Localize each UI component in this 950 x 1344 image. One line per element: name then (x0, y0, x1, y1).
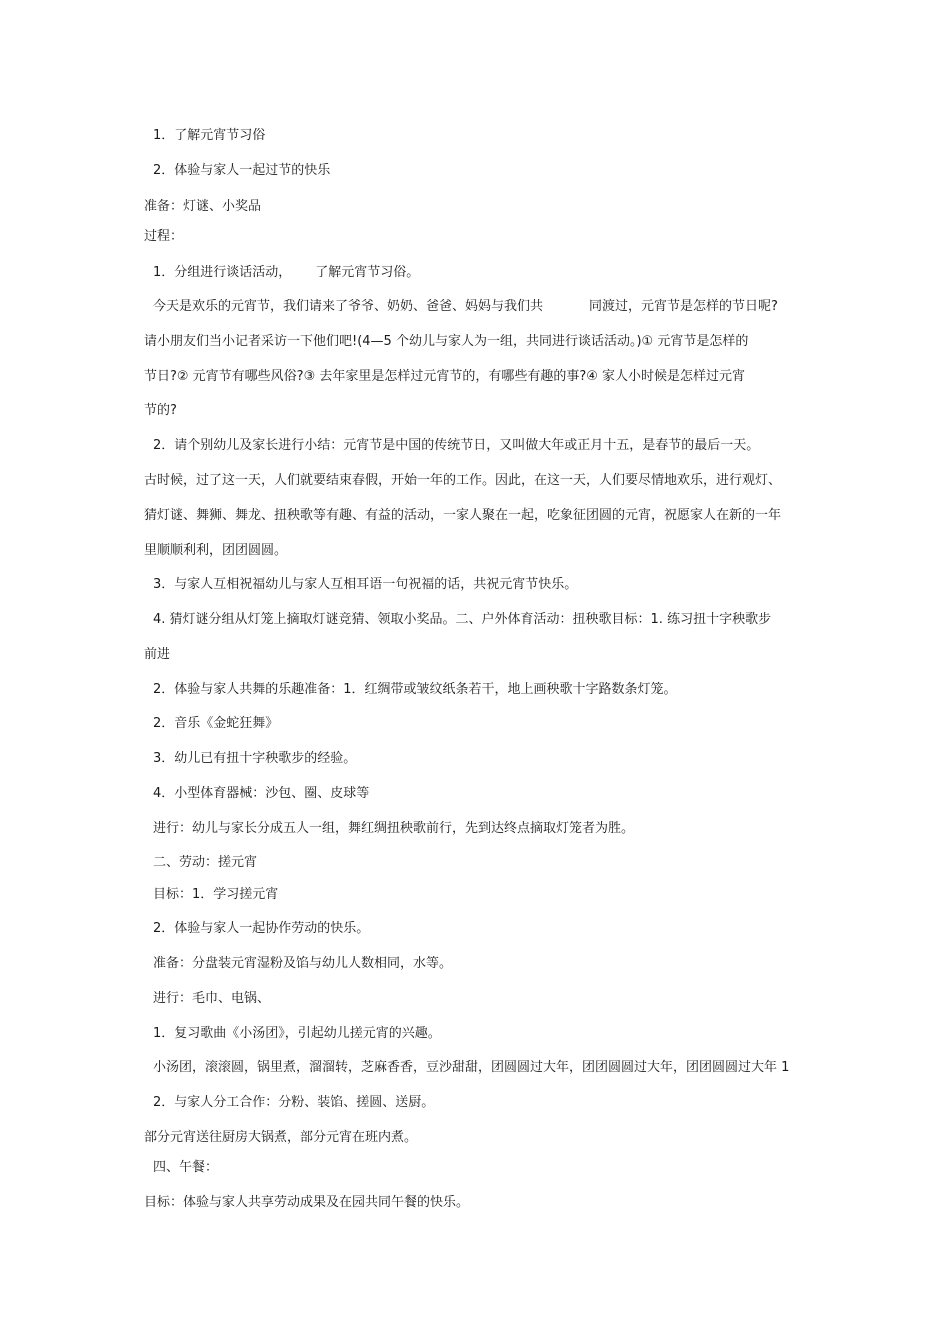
text-line: 进行：毛巾、电锅、 (153, 991, 271, 1006)
text-line: 2．请个别幼儿及家长进行小结：元宵节是中国的传统节日，又叫做大年或正月十五，是春节的最后一天。 (153, 438, 760, 453)
text-line (153, 299, 778, 315)
text-line: 节日?② 元宵节有哪些风俗?③ 去年家里是怎样过元宵节的，有哪些有趣的事?④ 家人小时候是怎样过元宵 (144, 369, 746, 384)
text-line: 3．与家人互相祝福幼儿与家人互相耳语一句祝福的话，共祝元宵节快乐。 (153, 577, 578, 592)
text-line: 准备：灯谜、小奖品 (144, 199, 262, 214)
text-line: 1．复习歌曲《小汤团》，引起幼儿搓元宵的兴趣。 (153, 1026, 441, 1041)
text-segment: 今天是欢乐的元宵节，我们请来了爷爷、奶奶、爸爸、妈妈与我们共 (153, 299, 544, 314)
text-line: 目标：体验与家人共享劳动成果及在园共同午餐的快乐。 (144, 1195, 470, 1210)
text-segment: 1．分组进行谈话活动， (153, 265, 292, 280)
text-segment: 了解元宵节习俗。 (315, 265, 420, 280)
text-line: 部分元宵送往厨房大锅煮，部分元宵在班内煮。 (144, 1130, 418, 1145)
text-segment: 同渡过，元宵节是怎样的节日呢? (589, 299, 778, 314)
text-line: 1．了解元宵节习俗 (153, 128, 266, 143)
text-line: 古时候，过了这一天，人们就要结束春假，开始一年的工作。因此，在这一天，人们要尽情地欢乐，进行观灯、 (144, 473, 782, 488)
text-line: 2．与家人分工合作：分粉、装馅、搓圆、送厨。 (153, 1095, 435, 1110)
text-line: 4．小型体育器械：沙包、圈、皮球等 (153, 786, 370, 801)
text-line: 二、劳动：搓元宵 (153, 855, 258, 870)
text-line: 进行：幼儿与家长分成五人一组，舞红绸扭秧歌前行，先到达终点摘取灯笼者为胜。 (153, 821, 635, 836)
text-line: 过程： (144, 229, 184, 244)
text-line: 里顺顺利利，团团圆圆。 (144, 543, 288, 558)
text-line: 小汤团，滚滚圆，锅里煮，溜溜转，芝麻香香，豆沙甜甜，团圆圆过大年，团团圆圆过大年，团团圆圆过大年 1 (153, 1060, 790, 1075)
text-line (153, 265, 419, 281)
text-line: 2．体验与家人一起协作劳动的快乐。 (153, 921, 370, 936)
text-line: 2．体验与家人一起过节的快乐 (153, 163, 331, 178)
text-line: 2．音乐《金蛇狂舞》 (153, 716, 279, 731)
text-line: 请小朋友们当小记者采访一下他们吧!(4—5 个幼儿与家人为一组，共同进行谈话活动。)① 元宵节是怎样的 (144, 334, 749, 349)
text-line: 猜灯谜、舞狮、舞龙、扭秧歌等有趣、有益的活动，一家人聚在一起，吃象征团圆的元宵，祝愿家人在新的一年 (144, 508, 782, 523)
text-line: 节的? (144, 403, 177, 418)
text-line: 3．幼儿已有扭十字秧歌步的经验。 (153, 751, 357, 766)
text-line: 目标：1．学习搓元宵 (153, 887, 279, 902)
text-line: 准备：分盘装元宵湿粉及馅与幼儿人数相同，水等。 (153, 956, 453, 971)
text-line: 4. 猜灯谜分组从灯笼上摘取灯谜竞猜、领取小奖品。二、户外体育活动：扭秧歌目标：1. 练习扭十字秧歌步 (153, 612, 772, 627)
text-line: 2．体验与家人共舞的乐趣准备：1．红绸带或皱纹纸条若干，地上画秧歌十字路数条灯笼。 (153, 682, 677, 697)
text-line: 四、午餐： (153, 1160, 219, 1175)
text-line: 前进 (144, 647, 171, 662)
